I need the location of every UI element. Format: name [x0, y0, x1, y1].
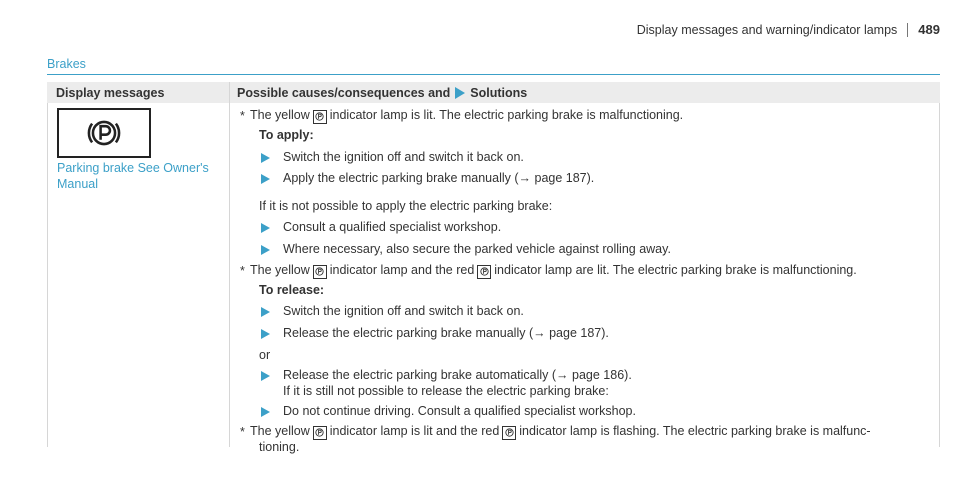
col-solutions-header-text: Solutions — [470, 86, 528, 100]
col-display-messages-header: Display messages — [56, 86, 165, 100]
or-text: or — [259, 348, 271, 362]
step-arrow-icon — [261, 174, 270, 184]
solutions-arrow-icon — [455, 87, 465, 99]
step-7: Release the electric parking brake automatically (→ page 186). — [283, 368, 632, 382]
cause-1-text-a: The yellow — [250, 108, 310, 122]
step-arrow-icon — [261, 371, 270, 381]
parking-brake-lamp-icon — [313, 426, 327, 440]
cause-3-text-b: indicator lamp is lit and the red — [329, 424, 500, 438]
table-left-border — [47, 103, 48, 447]
col-causes-header — [237, 86, 527, 100]
cause-1-text-b: indicator lamp is lit. The electric parking brake is malfunctioning. — [329, 108, 684, 122]
section-title: Brakes — [47, 57, 86, 71]
parking-brake-lamp-icon — [477, 265, 491, 279]
display-caption-line2: Manual — [57, 177, 98, 191]
page-header-title: Display messages and warning/indicator lamps — [636, 23, 898, 37]
display-caption — [57, 160, 227, 192]
page-header — [637, 22, 940, 37]
column-divider — [229, 82, 230, 447]
apply-heading: To apply: — [259, 128, 314, 142]
cause-star: * — [240, 264, 245, 278]
step-arrow-icon — [261, 245, 270, 255]
step-arrow-icon — [261, 407, 270, 417]
step-8: Do not continue driving. Consult a qualified specialist workshop. — [283, 404, 636, 418]
step-arrow-icon — [261, 329, 270, 339]
if-still-not-possible-text: If it is still not possible to release the electric parking brake: — [283, 384, 609, 398]
parking-brake-icon — [87, 116, 121, 150]
step-6: Release the electric parking brake manually (→ page 187). — [283, 326, 609, 340]
step-4: Where necessary, also secure the parked vehicle against rolling away. — [283, 242, 671, 256]
header-separator — [907, 23, 908, 37]
cause-2-text-c: indicator lamp are lit. The electric parking brake is malfunctioning. — [494, 263, 857, 277]
step-1: Switch the ignition off and switch it back on. — [283, 150, 524, 164]
parking-brake-lamp-icon — [502, 426, 516, 440]
cause-2-text-b: indicator lamp and the red — [329, 263, 475, 277]
cause-2-text-a: The yellow — [250, 263, 310, 277]
cause-3-text-a: The yellow — [250, 424, 310, 438]
step-arrow-icon — [261, 307, 270, 317]
cause-3 — [250, 423, 871, 440]
cause-3-text-c: indicator lamp is flashing. The electric parking brake is malfunc- — [519, 424, 871, 438]
page-number: 489 — [918, 22, 940, 37]
section-rule — [47, 74, 940, 75]
step-arrow-icon — [261, 223, 270, 233]
cause-3-continued: tioning. — [259, 440, 300, 454]
col-causes-header-text: Possible causes/consequences and — [237, 86, 451, 100]
step-2: Apply the electric parking brake manually (→ page 187). — [283, 171, 595, 185]
if-not-possible-text: If it is not possible to apply the electric parking brake: — [259, 199, 553, 213]
step-arrow-icon — [261, 153, 270, 163]
parking-brake-lamp-icon — [313, 110, 327, 124]
step-3: Consult a qualified specialist workshop. — [283, 220, 502, 234]
table-right-border — [939, 103, 940, 447]
step-5: Switch the ignition off and switch it back on. — [283, 304, 524, 318]
cause-2 — [250, 262, 857, 279]
parking-brake-display-icon — [57, 108, 151, 158]
display-caption-line1: Parking brake See Owner's — [57, 161, 209, 175]
cause-1 — [250, 107, 683, 124]
parking-brake-lamp-icon — [313, 265, 327, 279]
table-header — [47, 82, 940, 103]
cause-star: * — [240, 109, 245, 123]
cause-star: * — [240, 425, 245, 439]
release-heading: To release: — [259, 283, 325, 297]
